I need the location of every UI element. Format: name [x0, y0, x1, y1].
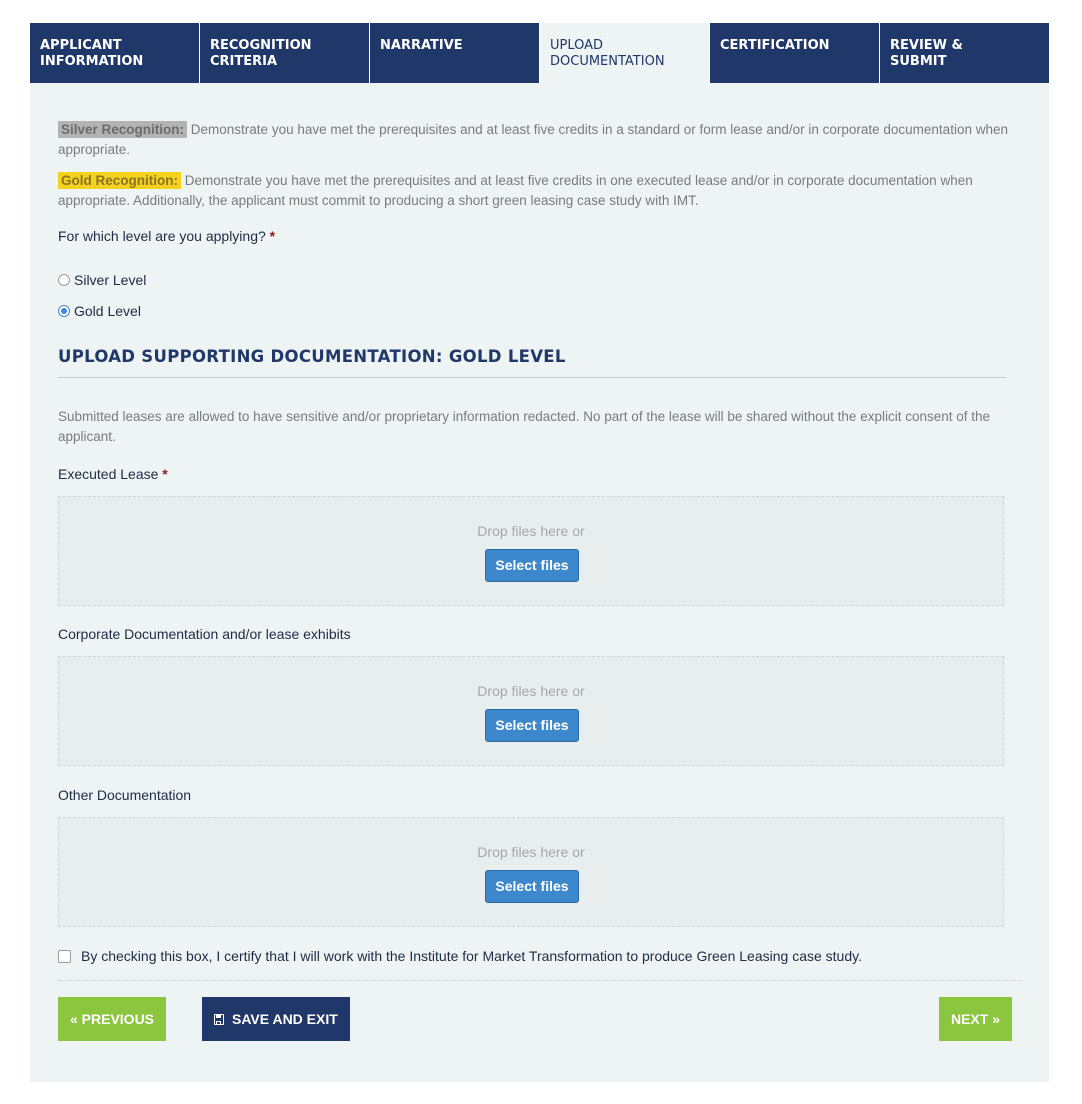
silver-recognition-label: Silver Recognition: — [58, 121, 187, 138]
tab-review-submit[interactable] — [880, 23, 1049, 83]
radio-label: Gold Level — [74, 303, 141, 319]
drop-files-text: Drop files here or — [477, 683, 585, 699]
required-asterisk: * — [269, 228, 276, 244]
tab-certification[interactable] — [710, 23, 880, 83]
select-files-button[interactable]: Select files — [485, 709, 579, 742]
tab-label-line2: CRITERIA — [210, 54, 278, 69]
save-and-exit-button[interactable] — [202, 997, 350, 1041]
save-icon — [214, 1014, 224, 1025]
tab-label-line1: RECOGNITION — [210, 38, 312, 53]
gold-recognition-label: Gold Recognition: — [58, 172, 181, 189]
silver-recognition-description — [58, 120, 1008, 160]
divider — [58, 377, 1006, 378]
dropzone-corporate-documentation[interactable] — [58, 656, 1004, 766]
tab-label-line2: DOCUMENTATION — [550, 54, 665, 69]
tab-label-line2: SUBMIT — [890, 54, 947, 69]
certify-case-study-row[interactable] — [58, 948, 862, 964]
tab-label-line1: REVIEW & — [890, 38, 963, 53]
tab-label-line1: NARRATIVE — [380, 38, 463, 53]
field-label-text: Executed Lease — [58, 466, 159, 482]
executed-lease-label — [58, 466, 168, 482]
radio-button[interactable] — [58, 274, 70, 286]
required-asterisk: * — [162, 466, 168, 482]
upload-note: Submitted leases are allowed to have sensitive and/or proprietary information redacted. No part of the lease will be shared without the explicit consent of the applicant. — [58, 409, 991, 444]
tab-upload-documentation[interactable] — [540, 23, 710, 83]
tab-narrative[interactable] — [370, 23, 540, 83]
drop-files-text: Drop files here or — [477, 523, 585, 539]
select-files-button[interactable]: Select files — [485, 549, 579, 582]
section-title: UPLOAD SUPPORTING DOCUMENTATION: GOLD LEVEL — [58, 347, 566, 366]
certify-checkbox[interactable] — [58, 950, 71, 963]
tab-label-line1: APPLICANT — [40, 38, 122, 53]
tab-applicant-information[interactable] — [30, 23, 200, 83]
radio-label: Silver Level — [74, 272, 147, 288]
tab-label-line1: CERTIFICATION — [720, 38, 830, 53]
select-files-button[interactable]: Select files — [485, 870, 579, 903]
previous-button[interactable]: « PREVIOUS — [58, 997, 166, 1041]
form-panel — [30, 83, 1049, 1082]
radio-gold-level[interactable] — [58, 303, 141, 319]
save-and-exit-label: SAVE AND EXIT — [232, 1011, 338, 1027]
step-tabs — [30, 23, 1049, 83]
corporate-documentation-label: Corporate Documentation and/or lease exhibits — [58, 626, 351, 642]
next-button[interactable]: NEXT » — [939, 997, 1012, 1041]
gold-recognition-description — [58, 171, 1008, 211]
tab-label-line1: UPLOAD — [550, 38, 604, 53]
silver-recognition-text: Demonstrate you have met the prerequisites and at least five credits in a standard or form lease and/or in corporate documentation when appropriate. — [58, 122, 1008, 157]
radio-silver-level[interactable] — [58, 272, 146, 288]
level-question-text: For which level are you applying? — [58, 228, 266, 244]
gold-recognition-text: Demonstrate you have met the prerequisites and at least five credits in one executed lease and/or in corporate documentation when appropriate. Additionally, the applicant must commit to producing a short green leasing case study with IMT. — [58, 173, 973, 208]
divider — [58, 980, 1022, 981]
tab-label-line2: INFORMATION — [40, 54, 144, 69]
level-question-label — [58, 228, 275, 244]
dropzone-other-documentation[interactable] — [58, 817, 1004, 927]
drop-files-text: Drop files here or — [477, 844, 585, 860]
certify-label: By checking this box, I certify that I will work with the Institute for Market Transformation to produce Green Leasing case study. — [81, 948, 862, 964]
tab-recognition-criteria[interactable] — [200, 23, 370, 83]
other-documentation-label: Other Documentation — [58, 787, 192, 803]
dropzone-executed-lease[interactable] — [58, 496, 1004, 606]
radio-button-selected[interactable] — [58, 305, 70, 317]
